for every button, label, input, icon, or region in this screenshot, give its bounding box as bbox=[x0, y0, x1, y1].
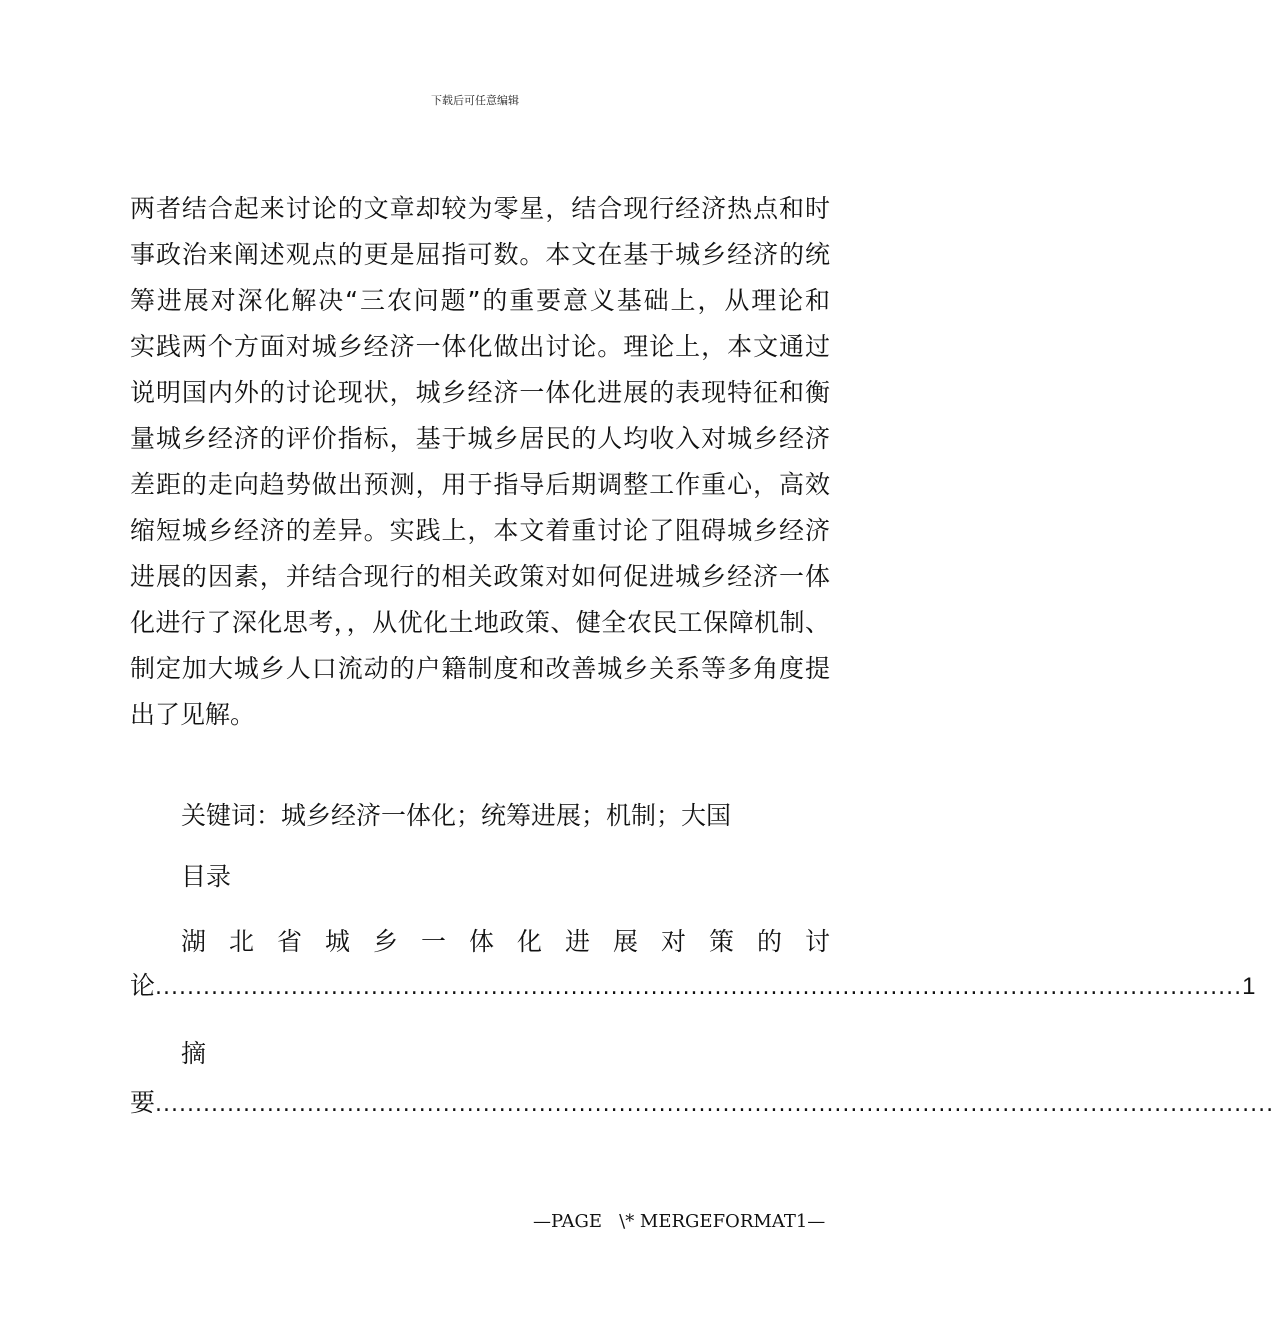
abstract-line: 缩短城乡经济的差异。实践上，本文着重讨论了阻碍城乡经济 bbox=[130, 516, 830, 545]
toc-dot-leader: ............................................................................................................................................ bbox=[155, 1092, 1274, 1117]
abstract-body bbox=[130, 186, 830, 738]
abstract-line: 化进行了深化思考，，从优化土地政策、健全农民工保障机制、 bbox=[130, 608, 830, 637]
abstract-line: 实践两个方面对城乡经济一体化做出讨论。理论上，本文通过 bbox=[130, 332, 830, 361]
abstract-line: 量城乡经济的评价指标，基于城乡居民的人均收入对城乡经济 bbox=[130, 424, 830, 453]
toc-dot-leader: ........................................................................................................................................ bbox=[155, 975, 1243, 1000]
page-footer-field: —PAGE \* MERGEFORMAT1— bbox=[533, 1211, 826, 1232]
abstract-line: 筹进展对深化解决“三农问题”的重要意义基础上，从理论和 bbox=[130, 286, 830, 315]
abstract-line-last: 出了见解。 bbox=[130, 700, 256, 729]
abstract-line: 说明国内外的讨论现状，城乡经济一体化进展的表现特征和衡 bbox=[130, 378, 830, 407]
toc-entry-title-tail: 论 bbox=[130, 971, 156, 1000]
abstract-line: 制定加大城乡人口流动的户籍制度和改善城乡关系等多角度提 bbox=[130, 654, 830, 683]
toc-entry-leader[interactable] bbox=[130, 966, 1256, 1008]
toc-heading: 目录 bbox=[181, 862, 232, 891]
toc-entry2-head[interactable]: 摘 bbox=[181, 1039, 207, 1068]
abstract-line: 差距的走向趋势做出预测，用于指导后期调整工作重心，高效 bbox=[130, 470, 830, 499]
abstract-line: 两者结合起来讨论的文章却较为零星，结合现行经济热点和时 bbox=[130, 194, 830, 223]
toc-entry2-leader[interactable] bbox=[130, 1083, 1274, 1125]
header-note: 下载后可任意编辑 bbox=[431, 94, 519, 107]
toc-page-number: 1 bbox=[1242, 973, 1256, 1000]
toc-entry2-tail: 要 bbox=[130, 1088, 156, 1117]
abstract-line: 进展的因素，并结合现行的相关政策对如何促进城乡经济一体 bbox=[130, 562, 830, 591]
keywords-line: 关键词：城乡经济一体化；统筹进展；机制；大国 bbox=[181, 801, 732, 830]
toc-entry-title[interactable]: 湖北省城乡一体化进展对策的讨 bbox=[181, 927, 830, 956]
abstract-line: 事政治来阐述观点的更是屈指可数。本文在基于城乡经济的统 bbox=[130, 240, 830, 269]
